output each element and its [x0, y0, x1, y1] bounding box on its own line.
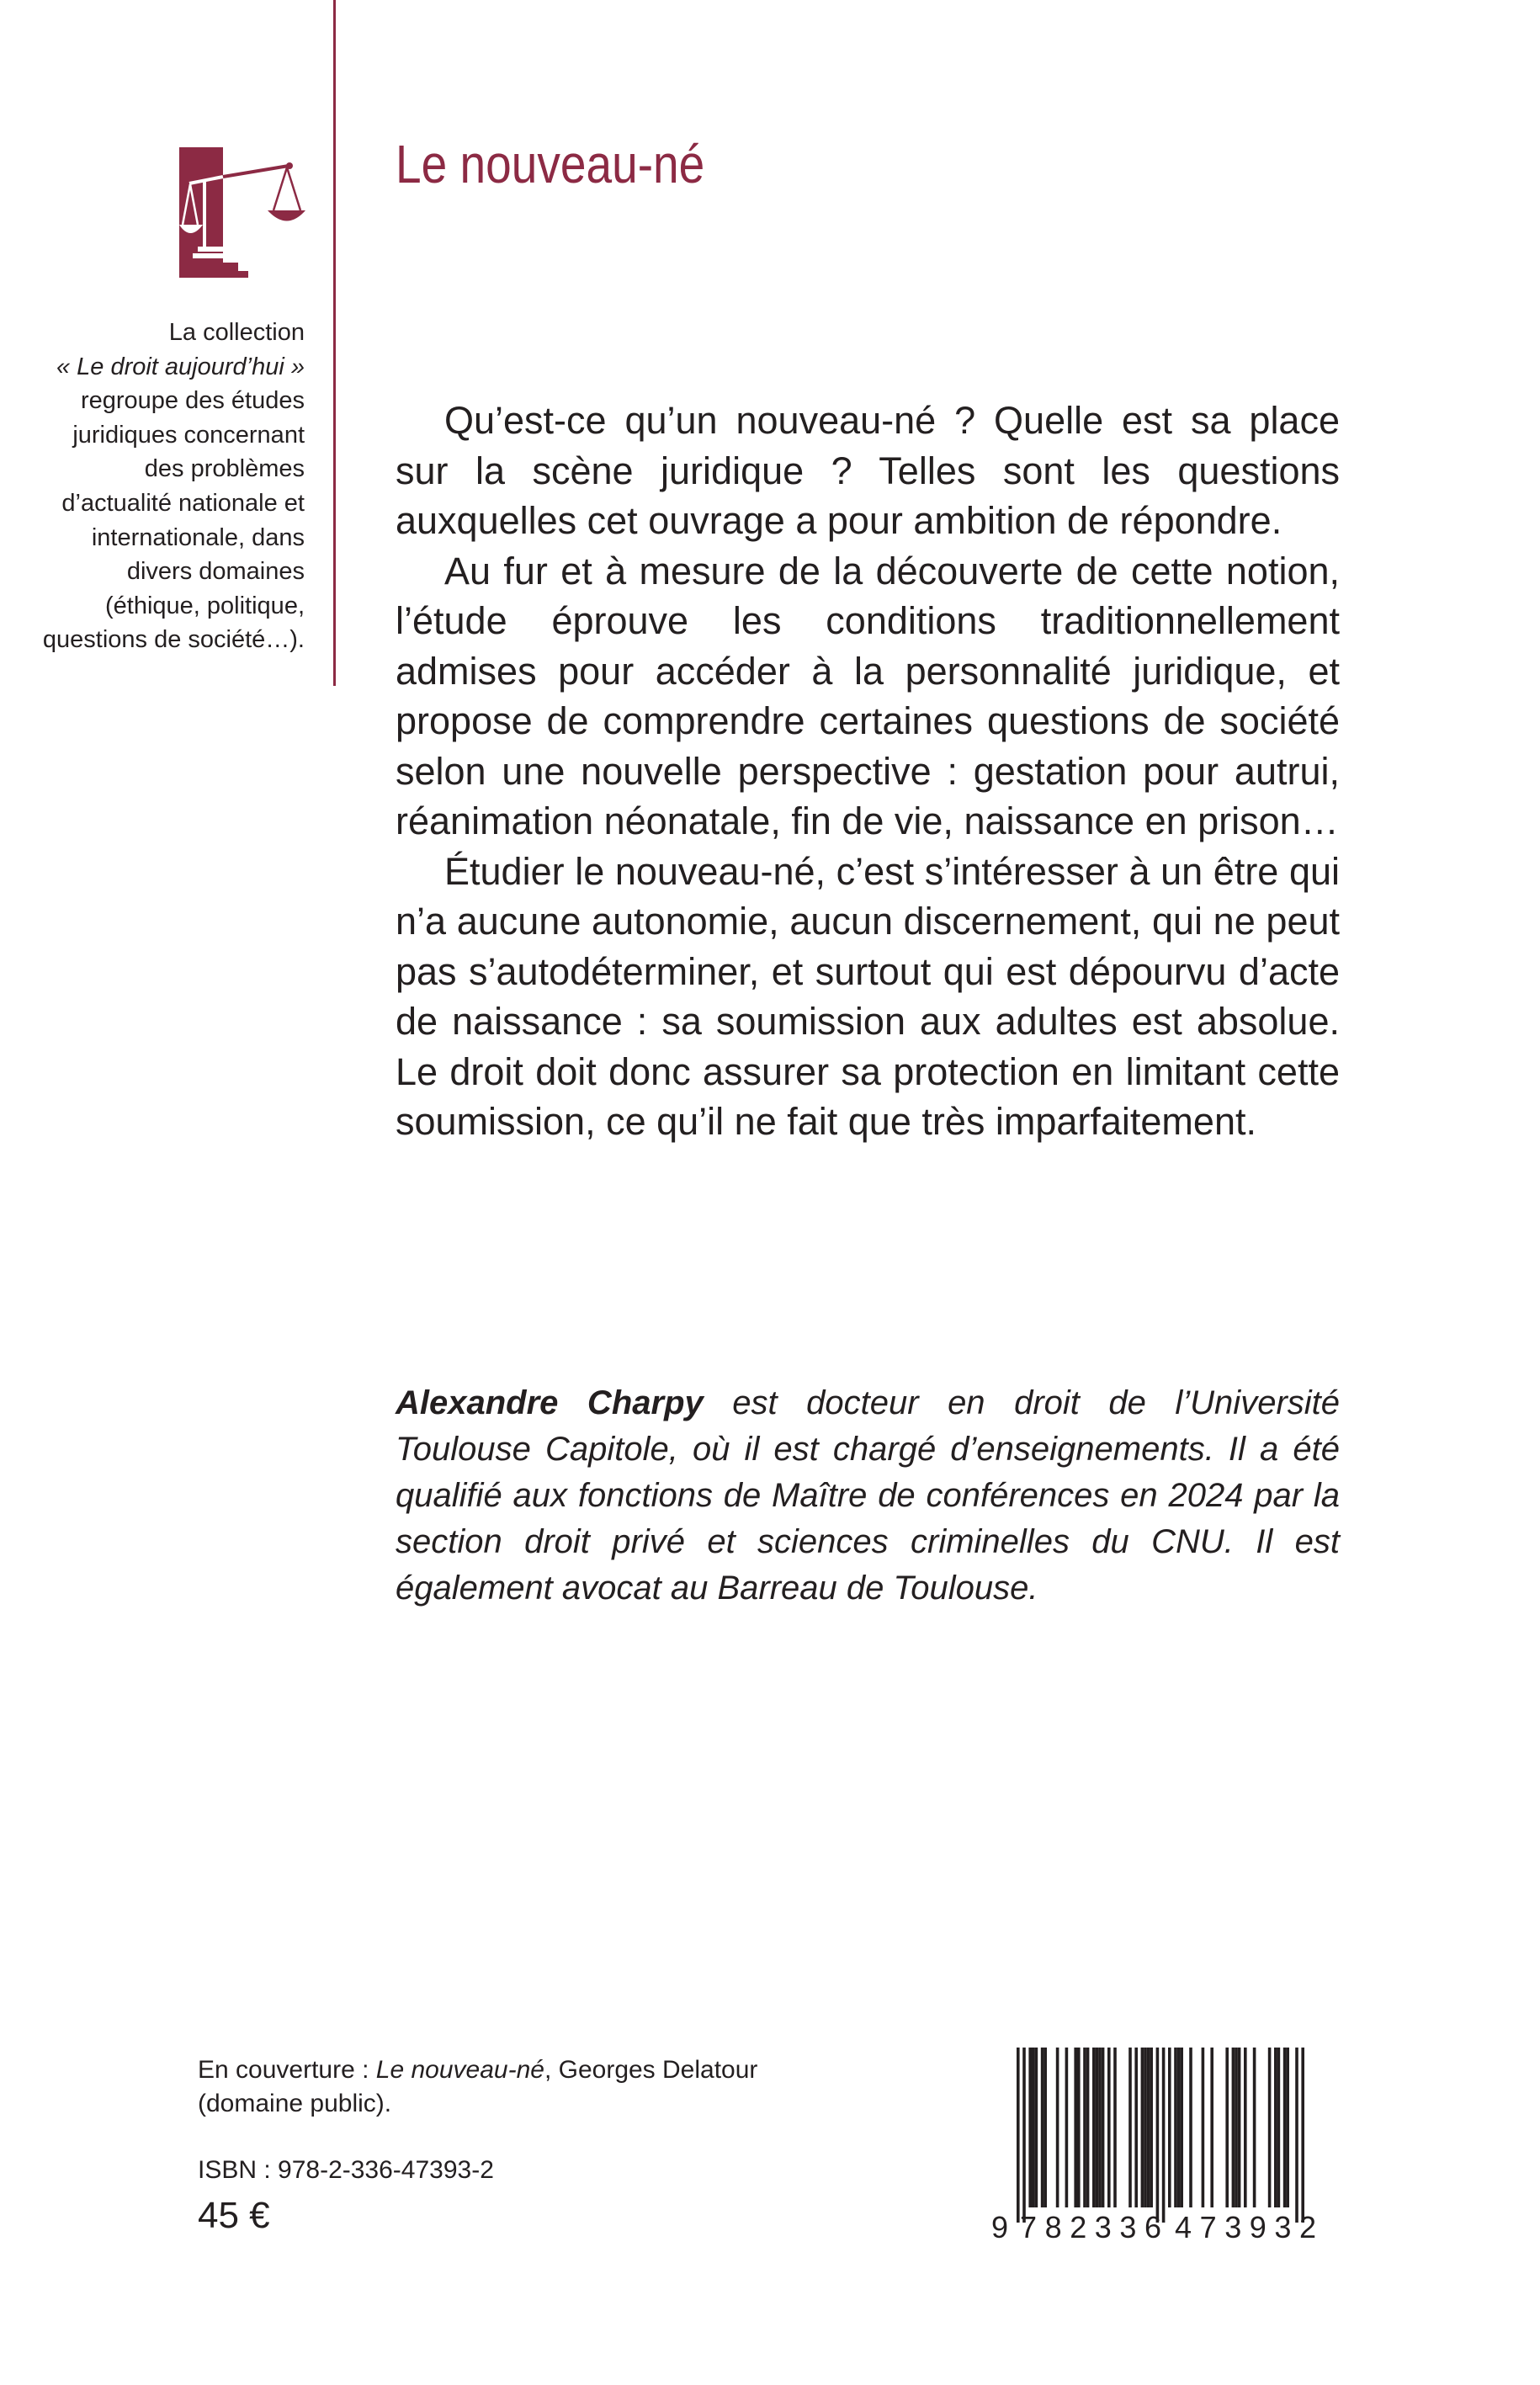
- barcode-bars: [1017, 2048, 1304, 2223]
- barcode-bar: [1177, 2048, 1181, 2207]
- cover-credit-line-2: (domaine public).: [198, 2090, 392, 2117]
- barcode-bar: [1174, 2048, 1177, 2207]
- barcode-bar: [1096, 2048, 1099, 2207]
- author-name: Alexandre Charpy: [396, 1384, 704, 1421]
- isbn-text: ISBN : 978-2-336-47393-2: [198, 2156, 494, 2184]
- collection-text: regroupe des études juridiques concernant des problèmes d’actualité nationale et internationale, dans divers domaines (éthique, politique, questions de société…).: [42, 387, 305, 654]
- barcode-bar: [1144, 2048, 1147, 2207]
- barcode-bar: [1107, 2048, 1111, 2207]
- barcode-bar: [1022, 2048, 1026, 2223]
- barcode-bar: [1150, 2048, 1153, 2207]
- barcode-bar: [1092, 2048, 1096, 2207]
- barcode-bar: [1083, 2048, 1086, 2207]
- barcode-bar: [1180, 2048, 1183, 2207]
- barcode-bar: [1283, 2048, 1287, 2207]
- author-bio-text: est docteur en droit de l’Université Toulouse Capitole, où il est chargé d’enseignements. Il a été qualifié aux fonctions de Maître de conférences en 2024 par la section droit privé et sciences criminelles du CNU. Il est également avocat au Barreau de Toulouse.: [396, 1384, 1341, 1607]
- collection-description: [34, 316, 305, 657]
- cover-credits: [198, 2053, 871, 2121]
- barcode-bar: [1074, 2048, 1077, 2207]
- book-summary: [396, 396, 1340, 1147]
- barcode-right-digits: 473932: [1175, 2210, 1316, 2241]
- barcode-bar: [1032, 2048, 1035, 2207]
- barcode-bar: [1086, 2048, 1090, 2207]
- barcode-bar: [1202, 2048, 1205, 2207]
- book-title: Le nouveau-né: [396, 134, 705, 194]
- barcode-bar: [1077, 2048, 1081, 2207]
- vertical-divider-line: [333, 0, 336, 686]
- barcode-bar: [1268, 2048, 1272, 2207]
- barcode-bar: [1065, 2048, 1069, 2207]
- barcode-bar: [1147, 2048, 1150, 2207]
- barcode-bar: [1128, 2048, 1132, 2207]
- barcode-bar: [1286, 2048, 1289, 2207]
- barcode-bar: [1098, 2048, 1102, 2207]
- scales-of-justice-icon: [179, 147, 305, 278]
- summary-paragraph-2: Au fur et à mesure de la découverte de cette notion, l’étude éprouve les conditions traditionnellement admises pour accéder à la personnalité juridique, et propose de comprendre certaines questions de société selon une nouvelle perspective : gestation pour autrui, réanimation néonatale, fin de vie, naissance en prison…: [396, 549, 1340, 842]
- cover-credit-work: Le nouveau-né: [375, 2056, 544, 2084]
- summary-paragraph-3: Étudier le nouveau-né, c’est s’intéresser à un être qui n’a aucune autonomie, aucun discernement, qui ne peut pas s’autodéterminer, et surtout qui est dépourvu d’acte de naissance : sa soumission aux adultes est absolue. Le droit doit donc assurer sa protection en limitant cette soumission, ce qu’il ne fait que très imparfaitement.: [396, 849, 1340, 1143]
- cover-credit-line-1: [198, 2053, 871, 2087]
- barcode-bar: [1102, 2048, 1105, 2207]
- barcode-bar: [1189, 2048, 1192, 2207]
- barcode-bar: [1056, 2048, 1059, 2207]
- barcode-bar: [1274, 2048, 1277, 2207]
- barcode-bar: [1141, 2048, 1144, 2207]
- barcode-bar: [1162, 2048, 1166, 2223]
- cover-credit-artist: , Georges Delatour: [544, 2056, 758, 2084]
- barcode-bar: [1277, 2048, 1281, 2207]
- barcode-bar: [1253, 2048, 1256, 2207]
- barcode-bar: [1238, 2048, 1241, 2207]
- barcode-left-digits: 782336: [1020, 2210, 1161, 2241]
- author-bio: [396, 1380, 1340, 1612]
- barcode-bar: [1017, 2048, 1020, 2223]
- barcode-bar: [1028, 2048, 1032, 2207]
- barcode-bar: [1210, 2048, 1213, 2207]
- collection-name: « Le droit aujourd’hui »: [56, 353, 305, 380]
- barcode-bar: [1301, 2048, 1304, 2223]
- barcode-bar: [1295, 2048, 1298, 2223]
- barcode-bar: [1168, 2048, 1171, 2207]
- barcode-bar: [1043, 2048, 1047, 2207]
- barcode-first-digit: 9: [991, 2210, 1009, 2241]
- summary-paragraph-1: Qu’est-ce qu’un nouveau-né ? Quelle est sa place sur la scène juridique ? Telles sont les questions auxquelles cet ouvrage a pour ambition de répondre.: [396, 399, 1340, 542]
- cover-credit-prefix: En couverture :: [198, 2056, 376, 2084]
- barcode-bar: [1134, 2048, 1138, 2207]
- barcode-bar: [1156, 2048, 1160, 2223]
- barcode-bar: [1035, 2048, 1038, 2207]
- barcode-bar: [1225, 2048, 1229, 2207]
- price-text: 45 €: [198, 2195, 270, 2236]
- barcode-bar: [1041, 2048, 1044, 2207]
- barcode-bar: [1113, 2048, 1117, 2207]
- barcode: [991, 2048, 1338, 2241]
- collection-intro: La collection: [168, 319, 305, 346]
- barcode-bar: [1244, 2048, 1247, 2207]
- barcode-bar: [1235, 2048, 1238, 2207]
- barcode-bar: [1232, 2048, 1235, 2207]
